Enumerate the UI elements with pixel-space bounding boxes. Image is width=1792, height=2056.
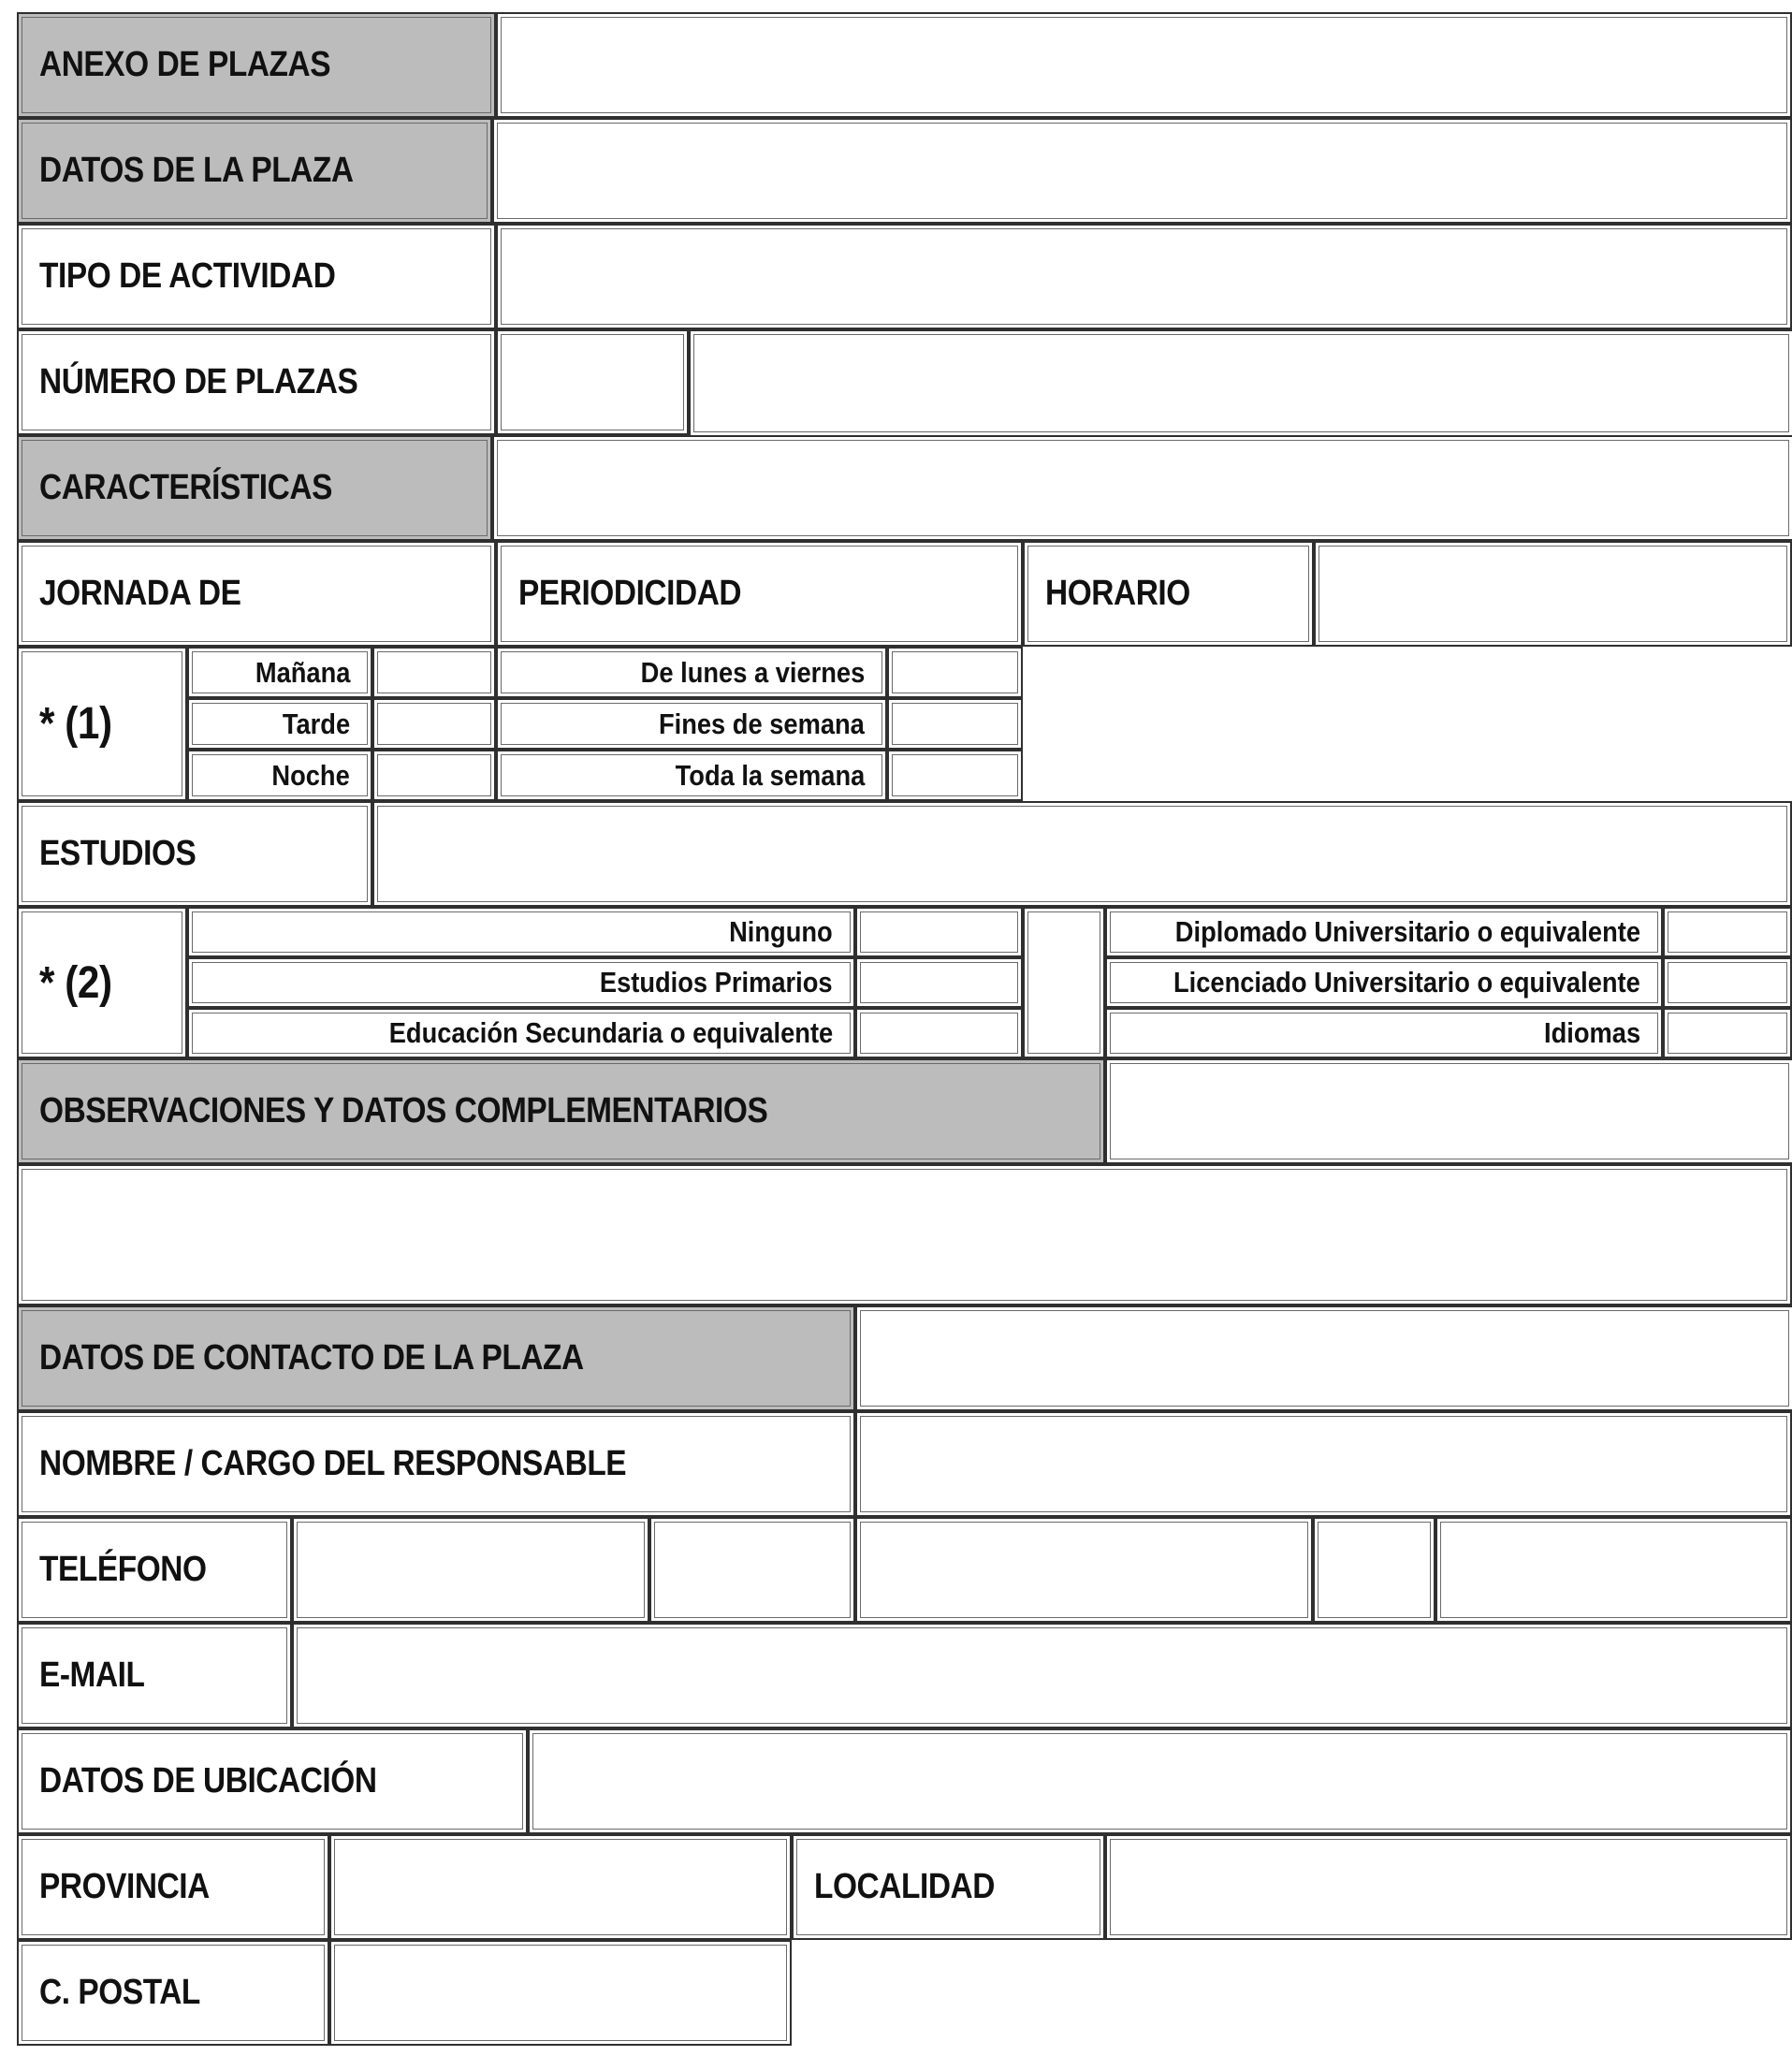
estudios-option-diplomado	[1105, 907, 1663, 957]
telefono-input-1[interactable]	[292, 1517, 649, 1623]
email-input[interactable]	[292, 1623, 1792, 1728]
estudios-option-idiomas	[1105, 1008, 1663, 1058]
jornada-checkbox-tarde[interactable]	[372, 698, 496, 750]
periodicidad-checkbox-toda-semana[interactable]	[887, 750, 1023, 801]
numero-plazas-label-cell	[17, 329, 496, 435]
provincia-label-cell	[17, 1834, 329, 1940]
telefono-input-2[interactable]	[649, 1517, 855, 1623]
ubicacion-label: DATOS DE UBICACIÓN	[39, 1761, 377, 1801]
nota2-label: * (2)	[39, 957, 112, 1008]
periodicidad-checkbox-fines-semana[interactable]	[887, 698, 1023, 750]
responsable-label-cell	[17, 1411, 855, 1517]
estudios-checkbox-licenciado[interactable]	[1663, 957, 1792, 1008]
localidad-input[interactable]	[1105, 1834, 1792, 1940]
caracteristicas-blank	[492, 435, 1792, 541]
jornada-option-tarde	[187, 698, 372, 750]
telefono-label: TELÉFONO	[39, 1550, 207, 1589]
tipo-actividad-label: TIPO DE ACTIVIDAD	[39, 256, 336, 296]
horario-input[interactable]	[1314, 541, 1792, 647]
estudios-checkbox-primarios[interactable]	[855, 957, 1023, 1008]
estudios-option-label: Estudios Primarios	[600, 966, 833, 999]
ubicacion-input[interactable]	[528, 1728, 1792, 1834]
jornada-option-label: Tarde	[282, 707, 350, 740]
cpostal-label-cell	[17, 1940, 329, 2046]
tipo-actividad-label-cell	[17, 224, 496, 329]
email-label-cell	[17, 1623, 292, 1728]
estudios-option-label: Licenciado Universitario o equivalente	[1173, 966, 1640, 999]
cpostal-input[interactable]	[329, 1940, 792, 2046]
periodicidad-checkbox-lunes-viernes[interactable]	[887, 647, 1023, 698]
jornada-option-label: Mañana	[255, 655, 350, 689]
periodicidad-option-label: Toda la semana	[675, 758, 865, 792]
periodicidad-label: PERIODICIDAD	[518, 574, 742, 613]
estudios-option-label: Diplomado Universitario o equivalente	[1174, 915, 1640, 948]
numero-plazas-input[interactable]	[496, 329, 689, 435]
telefono-input-5[interactable]	[1435, 1517, 1792, 1623]
estudios-option-label: Educación Secundaria o equivalente	[388, 1016, 833, 1049]
periodicidad-option-lunes-viernes	[496, 647, 887, 698]
estudios-input[interactable]	[372, 801, 1792, 907]
observaciones-blank	[1105, 1058, 1792, 1164]
periodicidad-option-fines-semana	[496, 698, 887, 750]
estudios-checkbox-idiomas[interactable]	[1663, 1008, 1792, 1058]
periodicidad-option-label: Fines de semana	[659, 707, 865, 740]
provincia-label: PROVINCIA	[39, 1867, 210, 1906]
jornada-label: JORNADA DE	[39, 574, 241, 613]
observaciones-title: OBSERVACIONES Y DATOS COMPLEMENTARIOS	[39, 1091, 768, 1130]
contacto-header	[17, 1305, 855, 1411]
nota1-label: * (1)	[39, 699, 112, 749]
datos-plaza-header	[17, 118, 492, 224]
estudios-checkbox-secundaria[interactable]	[855, 1008, 1023, 1058]
localidad-label-cell	[792, 1834, 1105, 1940]
responsable-label: NOMBRE / CARGO DEL RESPONSABLE	[39, 1444, 627, 1483]
estudios-option-ninguno	[187, 907, 855, 957]
contacto-blank	[855, 1305, 1792, 1411]
periodicidad-option-toda-semana	[496, 750, 887, 801]
estudios-option-primarios	[187, 957, 855, 1008]
anexo-header	[17, 12, 496, 118]
estudios-option-secundaria	[187, 1008, 855, 1058]
estudios-spacer	[1023, 907, 1105, 1058]
periodicidad-option-label: De lunes a viernes	[640, 655, 865, 689]
ubicacion-label-cell	[17, 1728, 528, 1834]
estudios-checkbox-diplomado[interactable]	[1663, 907, 1792, 957]
tipo-actividad-input[interactable]	[496, 224, 1792, 329]
periodicidad-header	[496, 541, 1023, 647]
estudios-option-label: Ninguno	[729, 915, 833, 948]
observaciones-header	[17, 1058, 1105, 1164]
caracteristicas-title: CARACTERÍSTICAS	[39, 468, 332, 507]
email-label: E-MAIL	[39, 1655, 145, 1695]
estudios-header	[17, 801, 372, 907]
jornada-checkbox-manana[interactable]	[372, 647, 496, 698]
anexo-title: ANEXO DE PLAZAS	[39, 45, 331, 84]
anexo-input[interactable]	[496, 12, 1792, 118]
jornada-option-noche	[187, 750, 372, 801]
numero-plazas-blank	[689, 329, 1792, 435]
jornada-checkbox-noche[interactable]	[372, 750, 496, 801]
estudios-label: ESTUDIOS	[39, 834, 197, 873]
provincia-input[interactable]	[329, 1834, 792, 1940]
estudios-option-label: Idiomas	[1543, 1016, 1640, 1049]
estudios-option-licenciado	[1105, 957, 1663, 1008]
horario-header	[1023, 541, 1314, 647]
nota2-cell	[17, 907, 187, 1058]
responsable-input[interactable]	[855, 1411, 1792, 1517]
jornada-header	[17, 541, 496, 647]
horario-label: HORARIO	[1045, 574, 1190, 613]
estudios-checkbox-ninguno[interactable]	[855, 907, 1023, 957]
numero-plazas-label: NÚMERO DE PLAZAS	[39, 362, 358, 401]
localidad-label: LOCALIDAD	[814, 1867, 995, 1906]
datos-plaza-input[interactable]	[492, 118, 1792, 224]
telefono-input-3[interactable]	[855, 1517, 1313, 1623]
telefono-input-4[interactable]	[1313, 1517, 1435, 1623]
telefono-label-cell	[17, 1517, 292, 1623]
contacto-title: DATOS DE CONTACTO DE LA PLAZA	[39, 1338, 584, 1378]
nota1-cell	[17, 647, 187, 801]
observaciones-textarea[interactable]	[17, 1164, 1792, 1305]
jornada-option-label: Noche	[271, 758, 350, 792]
caracteristicas-header	[17, 435, 492, 541]
jornada-option-manana	[187, 647, 372, 698]
datos-plaza-title: DATOS DE LA PLAZA	[39, 151, 354, 190]
cpostal-label: C. POSTAL	[39, 1973, 200, 2012]
